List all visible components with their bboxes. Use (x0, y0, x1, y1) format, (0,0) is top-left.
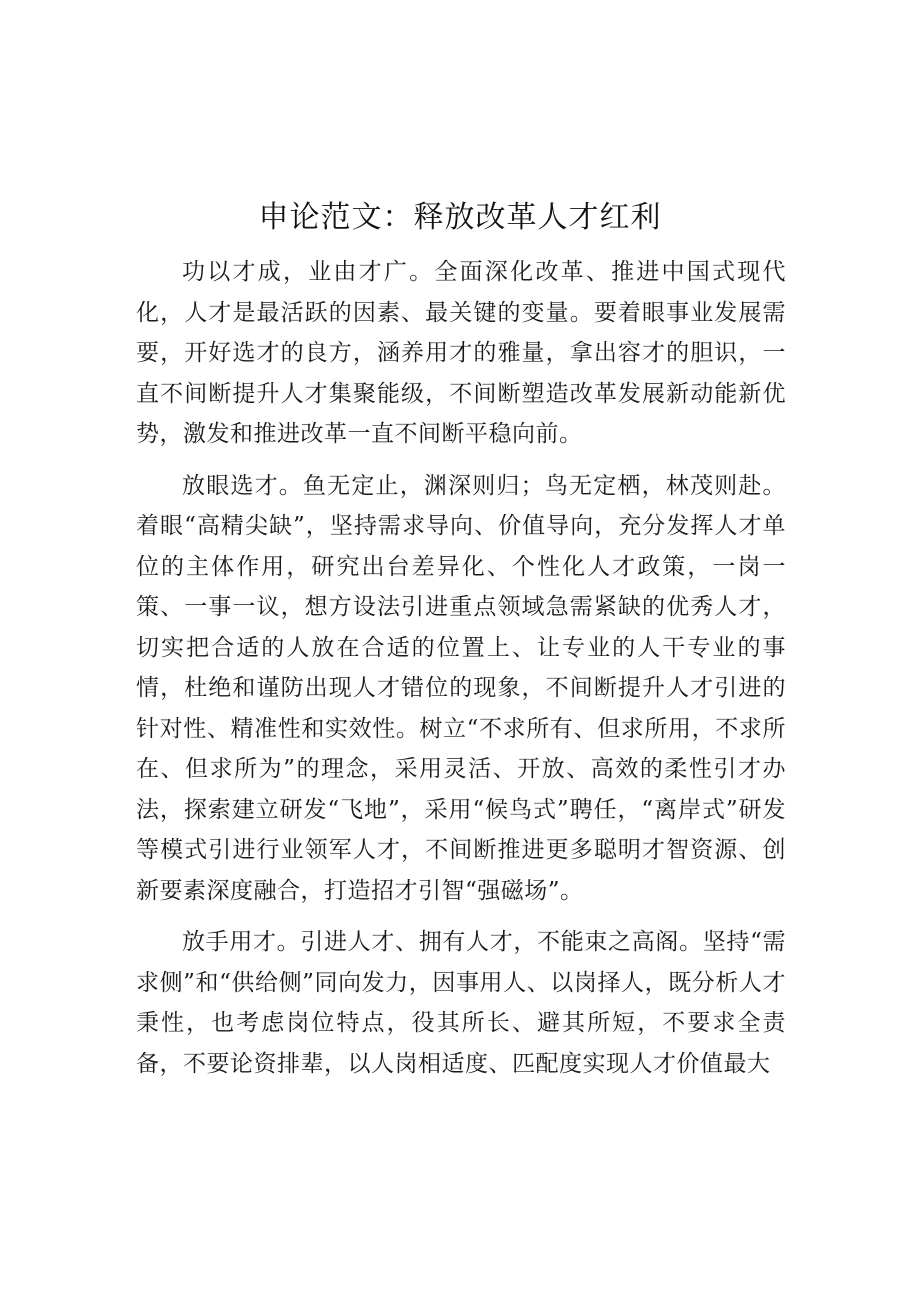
paragraph-3: 放手用才。引进人才、拥有人才，不能束之高阁。坚持“需求侧”和“供给侧”同向发力，因事用人、以岗择人，既分析人才秉性，也考虑岗位特点，役其所长、避其所短，不要求全责备，不要论资排辈，以人岗相适度、匹配度实现人才价值最大 (136, 929, 786, 1077)
paragraph-2: 放眼选才。鱼无定止，渊深则归；鸟无定栖，林茂则赴。着眼“高精尖缺”，坚持需求导向、价值导向，充分发挥人才单位的主体作用，研究出台差异化、个性化人才政策，一岗一策、一事一议，想方设法引进重点领域急需紧缺的优秀人才，切实把合适的人放在合适的位置上、让专业的人干专业的事情，杜绝和谨防出现人才错位的现象，不间断提升人才引进的针对性、精准性和实效性。树立“不求所有、但求所用，不求所在、但求所为”的理念，采用灵活、开放、高效的柔性引才办法，探索建立研发“飞地”，采用“候鸟式”聘任，“离岸式”研发等模式引进行业领军人才，不间断推进更多聪明才智资源、创新要素深度融合，打造招才引智“强磁场”。 (136, 472, 786, 904)
document-body (136, 252, 786, 1095)
paragraph-1: 功以才成，业由才广。全面深化改革、推进中国式现代化，人才是最活跃的因素、最关键的变量。要着眼事业发展需要，开好选才的良方，涵养用才的雅量，拿出容才的胆识，一直不间断提升人才集聚能级，不间断塑造改革发展新动能新优势，激发和推进改革一直不间断平稳向前。 (136, 259, 786, 447)
document-title: 申论范文：释放改革人才红利 (258, 200, 662, 235)
